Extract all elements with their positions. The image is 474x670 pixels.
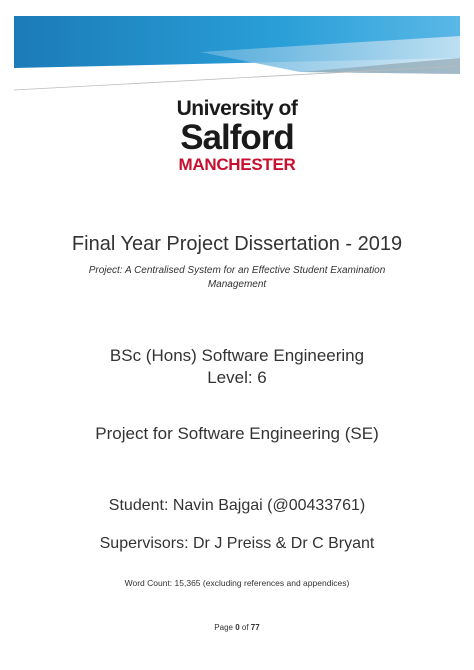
subtitle-line-1: Project: A Centralised System for an Effective Student Examination — [88, 265, 386, 276]
degree-block — [0, 345, 474, 389]
header-wave-band — [0, 0, 474, 100]
university-logo — [0, 98, 474, 173]
page-total: 77 — [250, 623, 260, 632]
page-of-label: of — [241, 623, 249, 632]
subtitle-line-2: Management — [207, 279, 267, 290]
logo-salford: Salford — [180, 118, 294, 157]
degree-name: BSc (Hons) Software Engineering — [109, 346, 365, 365]
header-diagonal-line — [14, 66, 460, 90]
project-for-heading: Project for Software Engineering (SE) — [95, 424, 379, 443]
dissertation-title: Final Year Project Dissertation - 2019 — [71, 233, 403, 255]
page-label: Page — [214, 623, 233, 632]
supervisors-info: Supervisors: Dr J Preiss & Dr C Bryant — [99, 535, 375, 552]
project-subtitle — [0, 264, 474, 292]
logo-manchester: MANCHESTER — [178, 155, 296, 174]
student-info: Student: Navin Bajgai (@00433761) — [108, 497, 366, 514]
logo-university-of: University of — [176, 97, 298, 120]
degree-level: Level: 6 — [207, 368, 267, 387]
word-count: Word Count: 15,365 (excluding references and appendices) — [124, 578, 350, 588]
page-number-footer — [0, 623, 474, 632]
page-current: 0 — [235, 623, 240, 632]
